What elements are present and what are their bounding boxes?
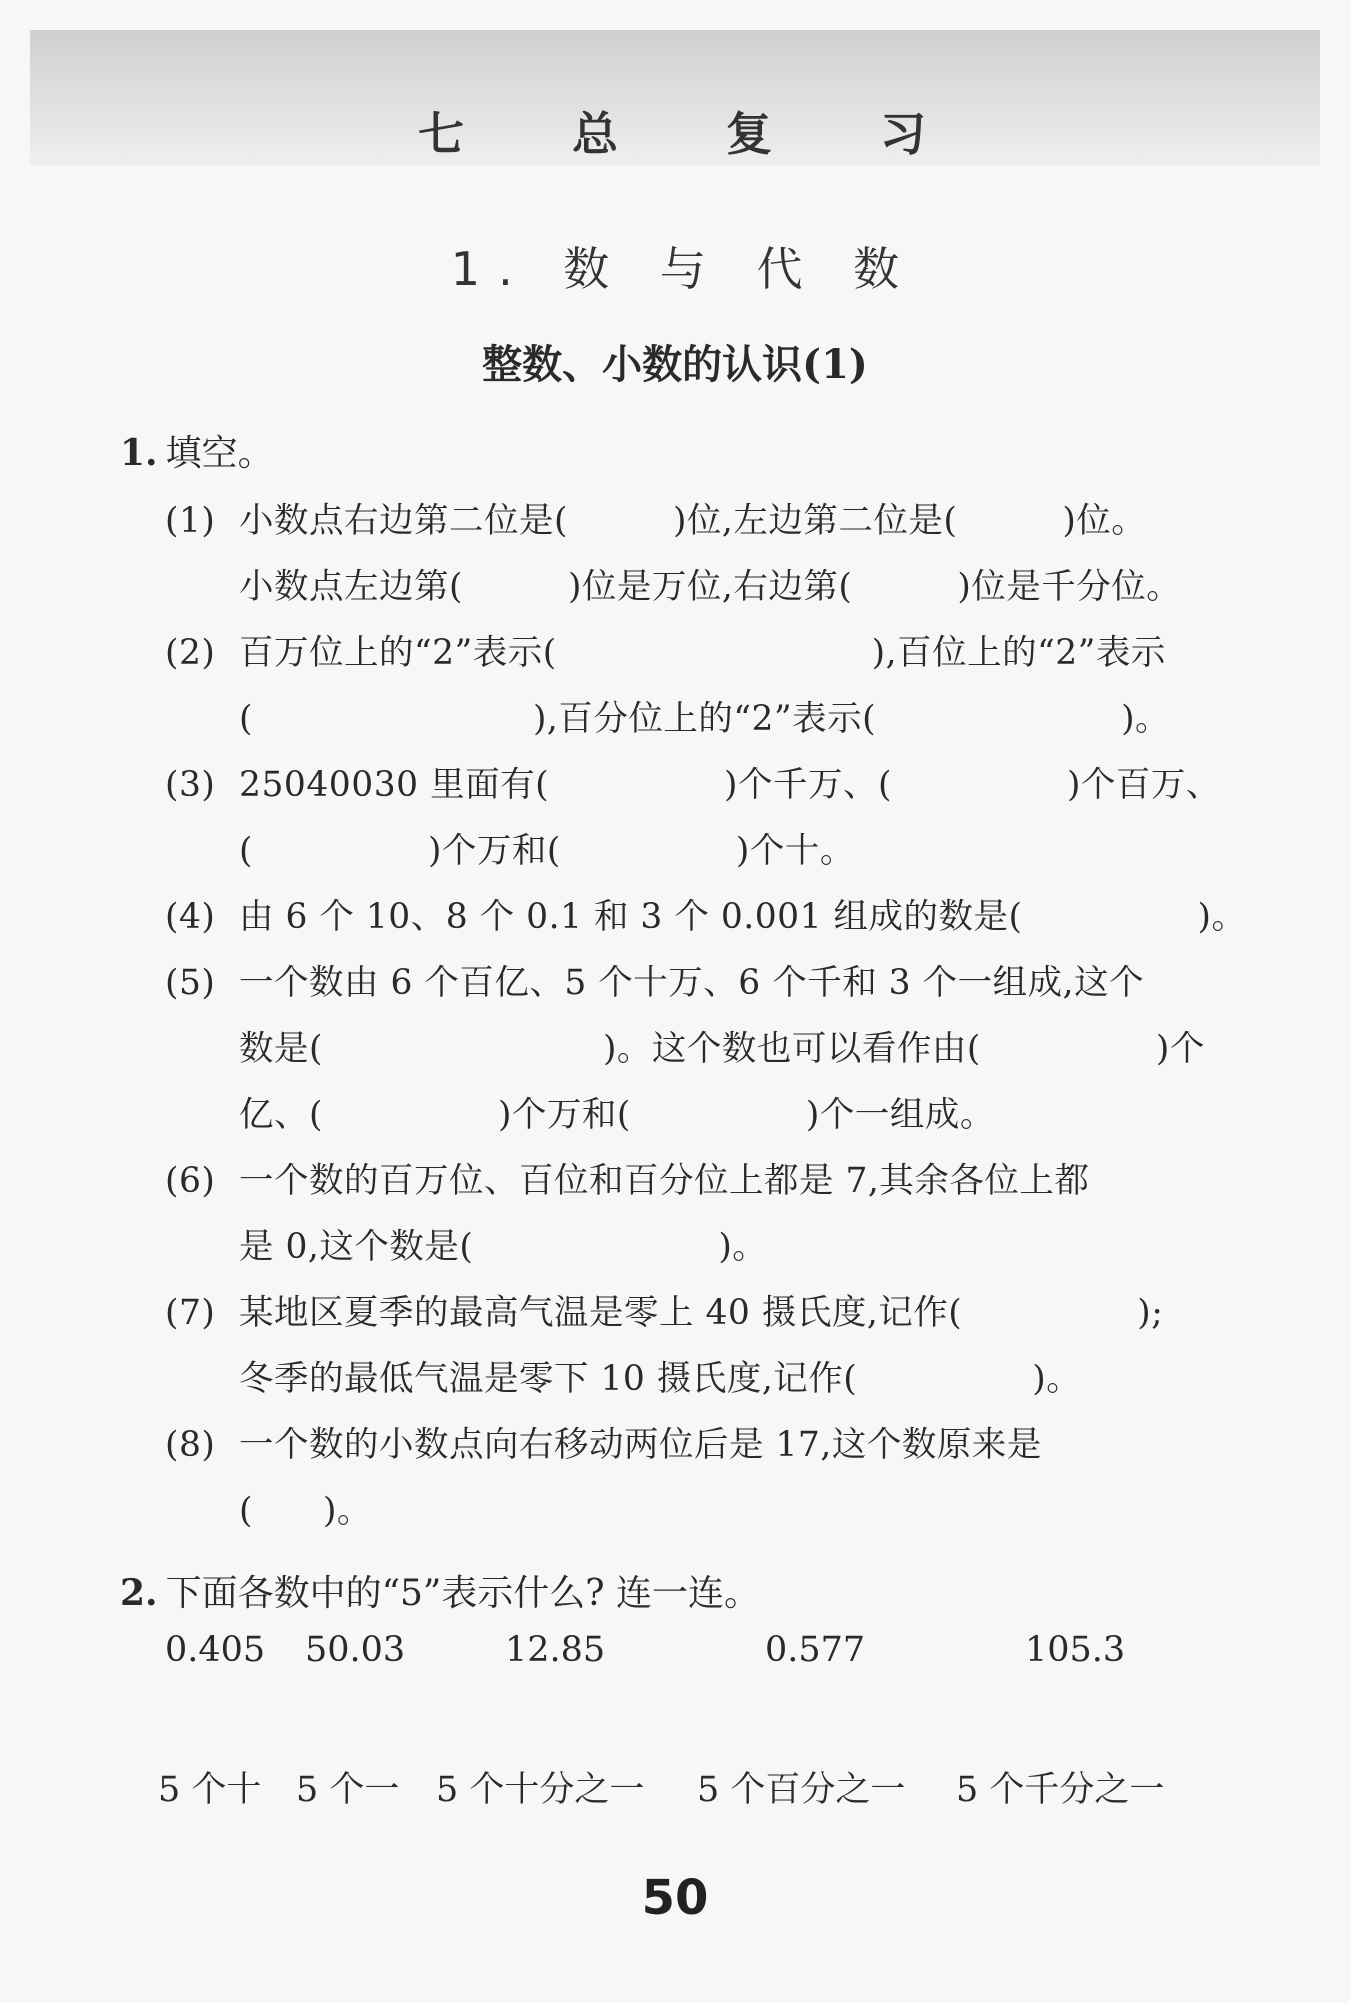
sub-question-text: 百万位上的“2”表示( ),百位上的“2”表示 [239,633,1166,673]
place-value-labels-row [0,1762,1350,1812]
place-value-label[interactable]: 5 个十分之一 [436,1770,645,1810]
q1-line [165,756,1221,806]
q1-line [165,1482,372,1532]
sub-question-label: (7) [165,1293,216,1333]
q1-line [165,954,1144,1004]
sub-question-text: ( )个万和( )个十。 [239,831,855,871]
sub-question-text: 由 6 个 10、8 个 0.1 和 3 个 0.001 组成的数是( )。 [239,897,1247,937]
decimal-number[interactable]: 105.3 [1025,1630,1126,1670]
page-number: 50 [641,1870,709,1926]
q1-line [165,624,1166,674]
sub-question-text: 一个数由 6 个百亿、5 个十万、6 个千和 3 个一组成,这个 [239,963,1145,1003]
sub-question-text: 一个数的小数点向右移动两位后是 17,这个数原来是 [239,1425,1042,1465]
sub-question-text: 亿、( )个万和( )个一组成。 [239,1095,995,1135]
sub-question-text: 是 0,这个数是( )。 [239,1227,768,1267]
q1-line [165,1416,1042,1466]
sub-question-text: 小数点左边第( )位是万位,右边第( )位是千分位。 [239,567,1182,607]
q1-line [165,558,1181,608]
place-value-label[interactable]: 5 个百分之一 [697,1770,906,1810]
sub-question-label: (4) [165,897,216,937]
sub-question-text: 某地区夏季的最高气温是零上 40 摄氏度,记作( ); [239,1293,1164,1333]
sub-question-label: (6) [165,1161,216,1201]
decimal-number[interactable]: 0.577 [765,1630,866,1670]
place-value-label[interactable]: 5 个十 [158,1770,262,1810]
decimal-number[interactable]: 12.85 [505,1630,606,1670]
place-value-label[interactable]: 5 个千分之一 [956,1770,1165,1810]
lesson-title: 整数、小数的认识(1) [482,341,868,388]
q1-line [165,1086,995,1136]
question-1-number: 1. [120,432,158,474]
q1-line [165,1152,1089,1202]
q1-line [165,690,1170,740]
question-1-heading [120,425,274,476]
decimal-numbers-row [0,1630,1350,1680]
chapter-title: 七 总 复 习 [417,107,973,161]
q1-line [165,1218,767,1268]
sub-question-label: (5) [165,963,216,1003]
decimal-number[interactable]: 0.405 [165,1630,266,1670]
q1-line [165,822,855,872]
sub-question-label: (8) [165,1425,216,1465]
question-2-number: 2. [120,1572,158,1614]
question-2-heading [120,1565,760,1616]
place-value-label[interactable]: 5 个一 [296,1770,400,1810]
sub-question-text: ( ),百分位上的“2”表示( )。 [239,699,1171,739]
q1-line [165,1020,1205,1070]
q1-line [165,1350,1081,1400]
q1-line [165,492,1146,542]
q1-line [165,1284,1163,1334]
sub-question-text: 数是( )。这个数也可以看作由( )个 [239,1029,1205,1069]
sub-question-label: (2) [165,633,216,673]
q1-line [165,888,1246,938]
section-title: 1. 数 与 代 数 [450,242,918,296]
decimal-number[interactable]: 50.03 [305,1630,406,1670]
question-1-title: 填空。 [165,433,274,474]
sub-question-text: 小数点右边第二位是( )位,左边第二位是( )位。 [239,501,1147,541]
question-2-title: 下面各数中的“5”表示什么? 连一连。 [165,1573,761,1614]
sub-question-text: 冬季的最低气温是零下 10 摄氏度,记作( )。 [239,1359,1082,1399]
sub-question-label: (1) [165,501,216,541]
sub-question-label: (3) [165,765,216,805]
sub-question-text: 25040030 里面有( )个千万、( )个百万、 [239,765,1221,805]
sub-question-text: ( )。 [239,1491,372,1531]
sub-question-text: 一个数的百万位、百位和百分位上都是 7,其余各位上都 [239,1161,1090,1201]
